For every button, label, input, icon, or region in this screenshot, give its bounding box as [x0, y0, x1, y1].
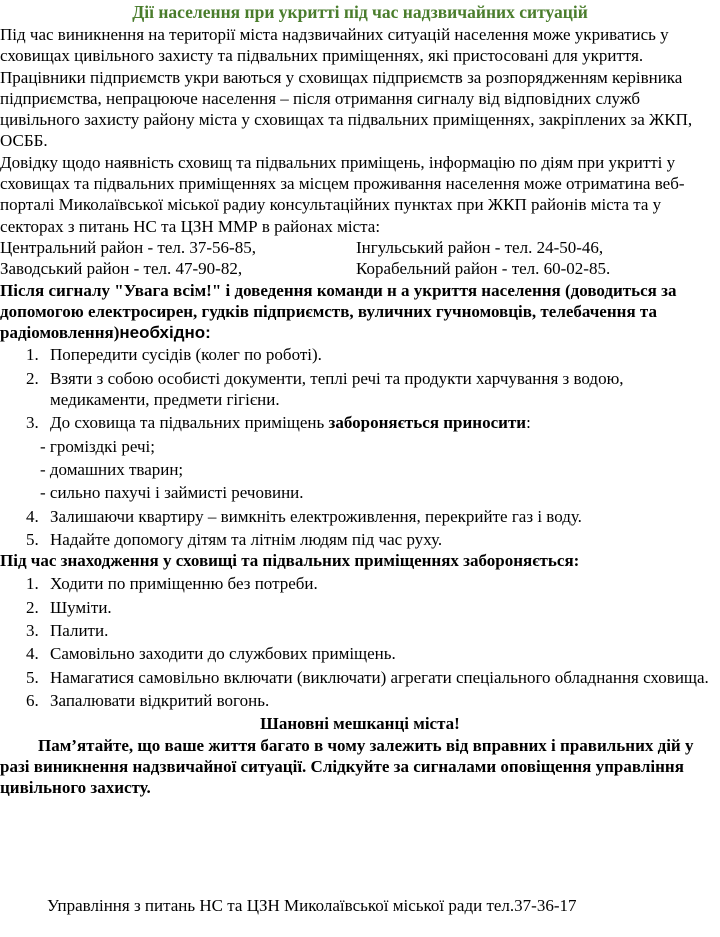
paragraph-shelter-intro: Під час виникнення на території міста надзвичайних ситуацій населення може укриватись у сховищах цивільного захисту та підвальних приміщеннях, які пристосовані для укриття. — [0, 25, 669, 66]
phone-central: Центральний район - тел. 37-56-85, — [0, 237, 256, 257]
list-item: 3. Палити. — [26, 621, 109, 641]
signal-emphasis: необхідно: — [119, 323, 211, 343]
list-item: 4. Самовільно заходити до службових приміщень. — [26, 644, 396, 664]
appeal-text: Пам’ятайте, що ваше життя багато в чому залежить від вправних і правильних дій у разі виникнення надзвичайної ситуації. Слідкуйте за сигналами оповіщення управління цивільного захисту. — [0, 735, 694, 798]
list-item: 4. Залишаючи квартиру – вимкніть електроживлення, перекрийте газ і воду. — [26, 506, 582, 526]
forbidden-item: - домашних тварин; — [40, 459, 184, 479]
steps-list-continued — [0, 506, 720, 551]
paragraph-info: Довідку щодо наявність сховищ та підвальних приміщень, інформацію по діям при укритті у сховищах та підвальних приміщеннях за місцем проживання населення може отриматина веб-порталі Миколаївської міської радиу консультаційних пунктах при ЖКП районів міста та у секторах з питань НС та ЦЗН ММР в районах міста: — [0, 152, 685, 236]
signal-paragraph — [0, 280, 720, 344]
forbidden-item: - сильно пахучі і займисті речовини. — [40, 483, 304, 503]
list-item: 5. Намагатися самовільно включати (виключати) агрегати спеціального обладнання сховища. — [26, 667, 709, 687]
list-item: 1. Попередити сусідів (колег по роботі). — [26, 345, 322, 365]
appeal-heading: Шановні мешканці міста! — [260, 714, 460, 734]
phone-ingul: Інгульський район - тел. 24-50-46, — [356, 237, 604, 257]
paragraph-workers: Працівники підприємств укри ваються у сховищах підприємств за розпорядженням керівника підприємства, непрацююче населення – після отримання сигналу від відповідних служб цивільного захисту району міста у сховищах та підвальних приміщеннях, закріплених за ЖКП, ОСББ. — [0, 67, 693, 151]
list-item: 2. Взяти з собою особисті документи, теплі речі та продукти харчування з водою, медикаменти, предмети гігієни. — [26, 368, 624, 410]
phone-zavod: Заводський район - тел. 47-90-82, — [0, 259, 243, 279]
shelter-rules-heading: Під час знаходження у сховищі та підвальних приміщеннях забороняється: — [0, 551, 580, 571]
list-item: 3. До сховища та підвальних приміщень забороняється приносити: — [26, 413, 531, 433]
forbidden-item: - громіздкі речі; — [40, 436, 155, 456]
steps-list — [0, 344, 720, 433]
list-item: 5. Надайте допомогу дітям та літнім людям під час руху. — [26, 529, 443, 549]
document-title: Дії населення при укритті під час надзвичайних ситуацій — [132, 2, 588, 22]
signal-text: Після сигналу "Увага всім!" і доведення команди н а укриття населення (доводиться за допомогою електросирен, гудків підприємств, вуличних гучномовців, телебачення та радіомовлення) — [0, 280, 677, 343]
document-page — [0, 2, 720, 798]
list-item: 6. Запалювати відкритий вогонь. — [26, 690, 270, 710]
list-item: 1. Ходити по приміщенню без потреби. — [26, 574, 318, 594]
district-phones — [0, 237, 720, 280]
phone-korabel: Корабельний район - тел. 60-02-85. — [356, 259, 611, 279]
shelter-rules-list — [0, 573, 720, 711]
list-item: 2. Шуміти. — [26, 597, 112, 617]
footer-contact: Управління з питань НС та ЦЗН Миколаївської міської ради тел.37-36-17 — [47, 896, 577, 915]
